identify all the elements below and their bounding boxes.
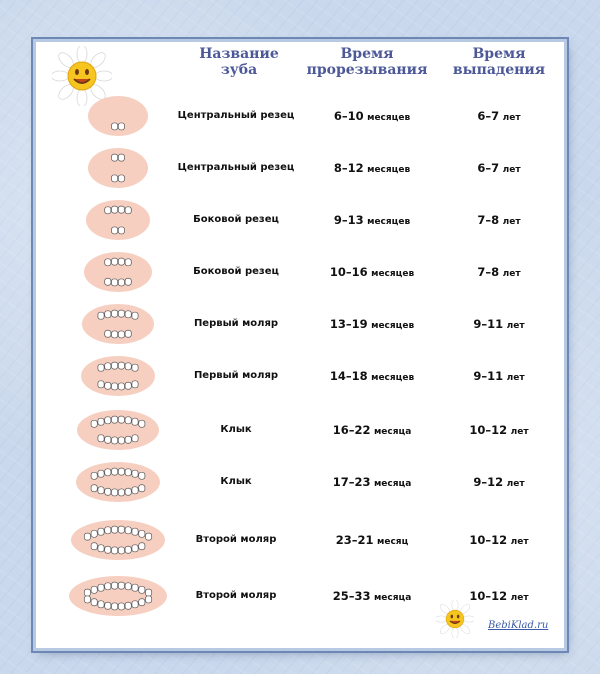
table-row bbox=[36, 142, 564, 194]
mouth-shape bbox=[84, 252, 152, 292]
tooth-icon bbox=[118, 437, 124, 444]
tooth-icon bbox=[118, 582, 124, 589]
tooth-name: Центральный резец bbox=[177, 110, 295, 121]
month-unit: месяцев bbox=[367, 165, 411, 175]
month-unit: месяца bbox=[373, 593, 412, 603]
tooth-icon bbox=[125, 436, 131, 443]
tooth-icon bbox=[112, 310, 118, 317]
falling-range: 7–8 bbox=[477, 265, 500, 279]
tooth-icon bbox=[125, 207, 131, 214]
falling-range: 6–7 bbox=[477, 109, 500, 123]
tooth-icon bbox=[118, 383, 124, 390]
tooth-icon bbox=[125, 417, 131, 424]
tooth-icon bbox=[105, 330, 111, 337]
table-row bbox=[36, 298, 564, 350]
tooth-name: Клык bbox=[220, 476, 252, 487]
year-unit: лет bbox=[502, 113, 521, 123]
tooth-name: Первый моляр bbox=[193, 318, 279, 329]
table-row bbox=[36, 404, 564, 456]
eruption-range: 9–13 bbox=[333, 213, 364, 227]
tooth-icon bbox=[84, 596, 90, 603]
mouth-shape bbox=[82, 304, 154, 344]
header-erupt-line1: Время bbox=[340, 46, 394, 62]
tooth-icon bbox=[91, 472, 97, 479]
tooth-icon bbox=[125, 469, 131, 476]
tooth-icon bbox=[112, 154, 118, 161]
tooth-icon bbox=[132, 528, 138, 535]
table-row bbox=[36, 350, 564, 402]
falling-range: 9–11 bbox=[473, 317, 504, 331]
tooth-icon bbox=[112, 206, 118, 213]
teeth-diagram-icon bbox=[87, 146, 149, 194]
teeth-diagram-icon bbox=[85, 198, 151, 246]
tooth-icon bbox=[118, 489, 124, 496]
tooth-icon bbox=[105, 417, 111, 424]
year-unit: лет bbox=[502, 269, 521, 279]
tooth-icon bbox=[118, 331, 124, 338]
mouth-shape bbox=[69, 576, 167, 616]
tooth-icon bbox=[132, 584, 138, 591]
tooth-icon bbox=[125, 259, 131, 266]
year-unit: лет bbox=[502, 165, 521, 175]
falling-time bbox=[444, 456, 554, 508]
table-row bbox=[36, 514, 564, 566]
tooth-icon bbox=[105, 546, 111, 553]
table-row bbox=[36, 456, 564, 508]
month-unit: месяцев bbox=[367, 217, 411, 227]
tooth-icon bbox=[112, 468, 118, 475]
table-row bbox=[36, 194, 564, 246]
tooth-icon bbox=[125, 382, 131, 389]
month-unit: месяцев bbox=[371, 269, 415, 279]
tooth-icon bbox=[139, 485, 145, 492]
tooth-icon bbox=[105, 583, 111, 590]
teeth-diagram-icon bbox=[80, 354, 156, 402]
mouth-shape bbox=[76, 462, 160, 502]
tooth-name: Боковой резец bbox=[193, 214, 279, 225]
falling-time bbox=[444, 194, 554, 246]
tooth-icon bbox=[132, 364, 138, 371]
eruption-range: 13–19 bbox=[329, 317, 368, 331]
year-unit: лет bbox=[506, 479, 525, 489]
year-unit: лет bbox=[506, 321, 525, 331]
tooth-icon bbox=[112, 362, 118, 369]
column-header-falling-time bbox=[444, 46, 554, 78]
table-row bbox=[36, 90, 564, 142]
eruption-time bbox=[308, 350, 436, 402]
falling-range: 6–7 bbox=[477, 161, 500, 175]
column-header-tooth-name bbox=[184, 46, 294, 78]
eruption-range: 17–23 bbox=[332, 475, 371, 489]
teeth-diagram-icon bbox=[76, 408, 160, 456]
tooth-icon bbox=[105, 602, 111, 609]
tooth-name: Второй моляр bbox=[195, 534, 277, 545]
tooth-icon bbox=[146, 533, 152, 540]
teeth-chart-card bbox=[36, 42, 564, 648]
header-fall-line2: выпадения bbox=[452, 62, 546, 78]
tooth-icon bbox=[132, 381, 138, 388]
tooth-icon bbox=[125, 546, 131, 553]
falling-range: 10–12 bbox=[469, 423, 508, 437]
teeth-diagram-icon bbox=[68, 574, 168, 622]
tooth-name: Клык bbox=[220, 424, 252, 435]
eruption-time bbox=[308, 456, 436, 508]
tooth-icon bbox=[112, 279, 118, 286]
header-erupt-line2: прорезывания bbox=[306, 62, 428, 78]
tooth-name: Первый моляр bbox=[193, 370, 279, 381]
tooth-icon bbox=[118, 310, 124, 317]
year-unit: лет bbox=[506, 373, 525, 383]
tooth-icon bbox=[125, 602, 131, 609]
falling-range: 10–12 bbox=[469, 589, 508, 603]
tooth-icon bbox=[112, 175, 118, 182]
tooth-icon bbox=[98, 545, 104, 552]
month-unit: месяца bbox=[373, 479, 412, 489]
tooth-icon bbox=[98, 470, 104, 477]
tooth-icon bbox=[98, 418, 104, 425]
eruption-time bbox=[308, 298, 436, 350]
month-unit: месяцев bbox=[371, 373, 415, 383]
tooth-icon bbox=[91, 420, 97, 427]
tooth-icon bbox=[125, 363, 131, 370]
year-unit: лет bbox=[502, 217, 521, 227]
tooth-icon bbox=[118, 227, 124, 234]
tooth-icon bbox=[139, 420, 145, 427]
eruption-time bbox=[308, 514, 436, 566]
tooth-icon bbox=[139, 599, 145, 606]
table-row bbox=[36, 246, 564, 298]
tooth-icon bbox=[98, 601, 104, 608]
falling-time bbox=[444, 350, 554, 402]
tooth-icon bbox=[91, 543, 97, 550]
header-fall-line1: Время bbox=[472, 46, 526, 62]
falling-time bbox=[444, 404, 554, 456]
header-name-line1: Название bbox=[199, 46, 279, 62]
eruption-range: 6–10 bbox=[333, 109, 364, 123]
eruption-time bbox=[308, 570, 436, 622]
tooth-icon bbox=[132, 545, 138, 552]
falling-time bbox=[444, 142, 554, 194]
falling-range: 10–12 bbox=[469, 533, 508, 547]
month-unit: месяца bbox=[373, 427, 412, 437]
tooth-icon bbox=[105, 259, 111, 266]
eruption-time bbox=[308, 246, 436, 298]
tooth-icon bbox=[112, 227, 118, 234]
tooth-icon bbox=[118, 258, 124, 265]
mouth-shape bbox=[77, 410, 159, 450]
eruption-range: 23–21 bbox=[335, 533, 374, 547]
year-unit: лет bbox=[510, 427, 529, 437]
tooth-icon bbox=[98, 487, 104, 494]
eruption-range: 10–16 bbox=[329, 265, 368, 279]
tooth-icon bbox=[139, 586, 145, 593]
tooth-icon bbox=[105, 278, 111, 285]
month-unit: месяц bbox=[377, 537, 409, 547]
year-unit: лет bbox=[510, 593, 529, 603]
tooth-icon bbox=[125, 278, 131, 285]
eruption-time bbox=[308, 90, 436, 142]
tooth-icon bbox=[125, 583, 131, 590]
falling-time bbox=[444, 90, 554, 142]
tooth-icon bbox=[105, 207, 111, 214]
tooth-icon bbox=[132, 487, 138, 494]
tooth-icon bbox=[132, 435, 138, 442]
teeth-diagram-icon bbox=[81, 302, 155, 350]
tooth-icon bbox=[112, 526, 118, 533]
site-watermark[interactable]: BebiKlad.ru bbox=[488, 620, 549, 631]
eruption-range: 25–33 bbox=[332, 589, 371, 603]
tooth-icon bbox=[91, 485, 97, 492]
eruption-range: 16–22 bbox=[332, 423, 371, 437]
tooth-icon bbox=[112, 123, 118, 130]
falling-range: 9–12 bbox=[473, 475, 504, 489]
tooth-icon bbox=[118, 154, 124, 161]
tooth-icon bbox=[132, 470, 138, 477]
tooth-icon bbox=[105, 363, 111, 370]
tooth-icon bbox=[118, 279, 124, 286]
tooth-icon bbox=[118, 526, 124, 533]
tooth-icon bbox=[118, 416, 124, 423]
tooth-icon bbox=[132, 601, 138, 608]
tooth-icon bbox=[91, 599, 97, 606]
falling-time bbox=[444, 514, 554, 566]
tooth-icon bbox=[125, 527, 131, 534]
tooth-icon bbox=[112, 437, 118, 444]
tooth-icon bbox=[146, 589, 152, 596]
tooth-icon bbox=[139, 472, 145, 479]
tooth-icon bbox=[139, 543, 145, 550]
tooth-icon bbox=[139, 530, 145, 537]
tooth-name: Боковой резец bbox=[193, 266, 279, 277]
tooth-icon bbox=[112, 603, 118, 610]
tooth-icon bbox=[118, 123, 124, 130]
tooth-icon bbox=[105, 436, 111, 443]
tooth-icon bbox=[118, 206, 124, 213]
mouth-shape bbox=[86, 200, 150, 240]
falling-range: 9–11 bbox=[473, 369, 504, 383]
tooth-icon bbox=[112, 416, 118, 423]
teeth-diagram-icon bbox=[83, 250, 153, 298]
tooth-icon bbox=[146, 596, 152, 603]
tooth-icon bbox=[98, 364, 104, 371]
tooth-icon bbox=[112, 582, 118, 589]
tooth-icon bbox=[84, 589, 90, 596]
header-name-line2: зуба bbox=[220, 62, 258, 78]
tooth-icon bbox=[98, 528, 104, 535]
tooth-icon bbox=[105, 488, 111, 495]
tooth-icon bbox=[132, 418, 138, 425]
tooth-icon bbox=[112, 258, 118, 265]
eruption-range: 8–12 bbox=[333, 161, 364, 175]
tooth-icon bbox=[112, 331, 118, 338]
tooth-icon bbox=[98, 312, 104, 319]
tooth-icon bbox=[125, 311, 131, 318]
teeth-diagram-icon bbox=[70, 518, 166, 566]
tooth-icon bbox=[91, 586, 97, 593]
tooth-icon bbox=[105, 527, 111, 534]
tooth-icon bbox=[118, 603, 124, 610]
tooth-icon bbox=[98, 435, 104, 442]
tooth-name: Центральный резец bbox=[177, 162, 295, 173]
falling-time bbox=[444, 298, 554, 350]
teeth-diagram-icon bbox=[87, 94, 149, 142]
tooth-icon bbox=[118, 547, 124, 554]
tooth-name: Второй моляр bbox=[195, 590, 277, 601]
eruption-range: 14–18 bbox=[329, 369, 368, 383]
falling-range: 7–8 bbox=[477, 213, 500, 227]
tooth-icon bbox=[105, 311, 111, 318]
eruption-time bbox=[308, 404, 436, 456]
table-row bbox=[36, 570, 564, 622]
tooth-icon bbox=[112, 383, 118, 390]
eruption-time bbox=[308, 142, 436, 194]
column-header-eruption-time bbox=[304, 46, 430, 78]
tooth-icon bbox=[132, 312, 138, 319]
tooth-icon bbox=[98, 381, 104, 388]
tooth-icon bbox=[118, 362, 124, 369]
tooth-icon bbox=[84, 533, 90, 540]
mouth-shape bbox=[88, 148, 148, 188]
tooth-icon bbox=[118, 468, 124, 475]
tooth-icon bbox=[105, 469, 111, 476]
tooth-icon bbox=[98, 584, 104, 591]
falling-time bbox=[444, 246, 554, 298]
eruption-time bbox=[308, 194, 436, 246]
tooth-icon bbox=[105, 382, 111, 389]
month-unit: месяцев bbox=[367, 113, 411, 123]
mouth-shape bbox=[88, 96, 148, 136]
tooth-icon bbox=[112, 489, 118, 496]
tooth-icon bbox=[125, 488, 131, 495]
mouth-shape bbox=[81, 356, 155, 396]
small-smiling-sun-icon bbox=[436, 600, 474, 638]
tooth-icon bbox=[125, 330, 131, 337]
teeth-diagram-icon bbox=[75, 460, 161, 508]
tooth-icon bbox=[112, 547, 118, 554]
tooth-icon bbox=[118, 175, 124, 182]
tooth-icon bbox=[91, 530, 97, 537]
month-unit: месяцев bbox=[371, 321, 415, 331]
year-unit: лет bbox=[510, 537, 529, 547]
